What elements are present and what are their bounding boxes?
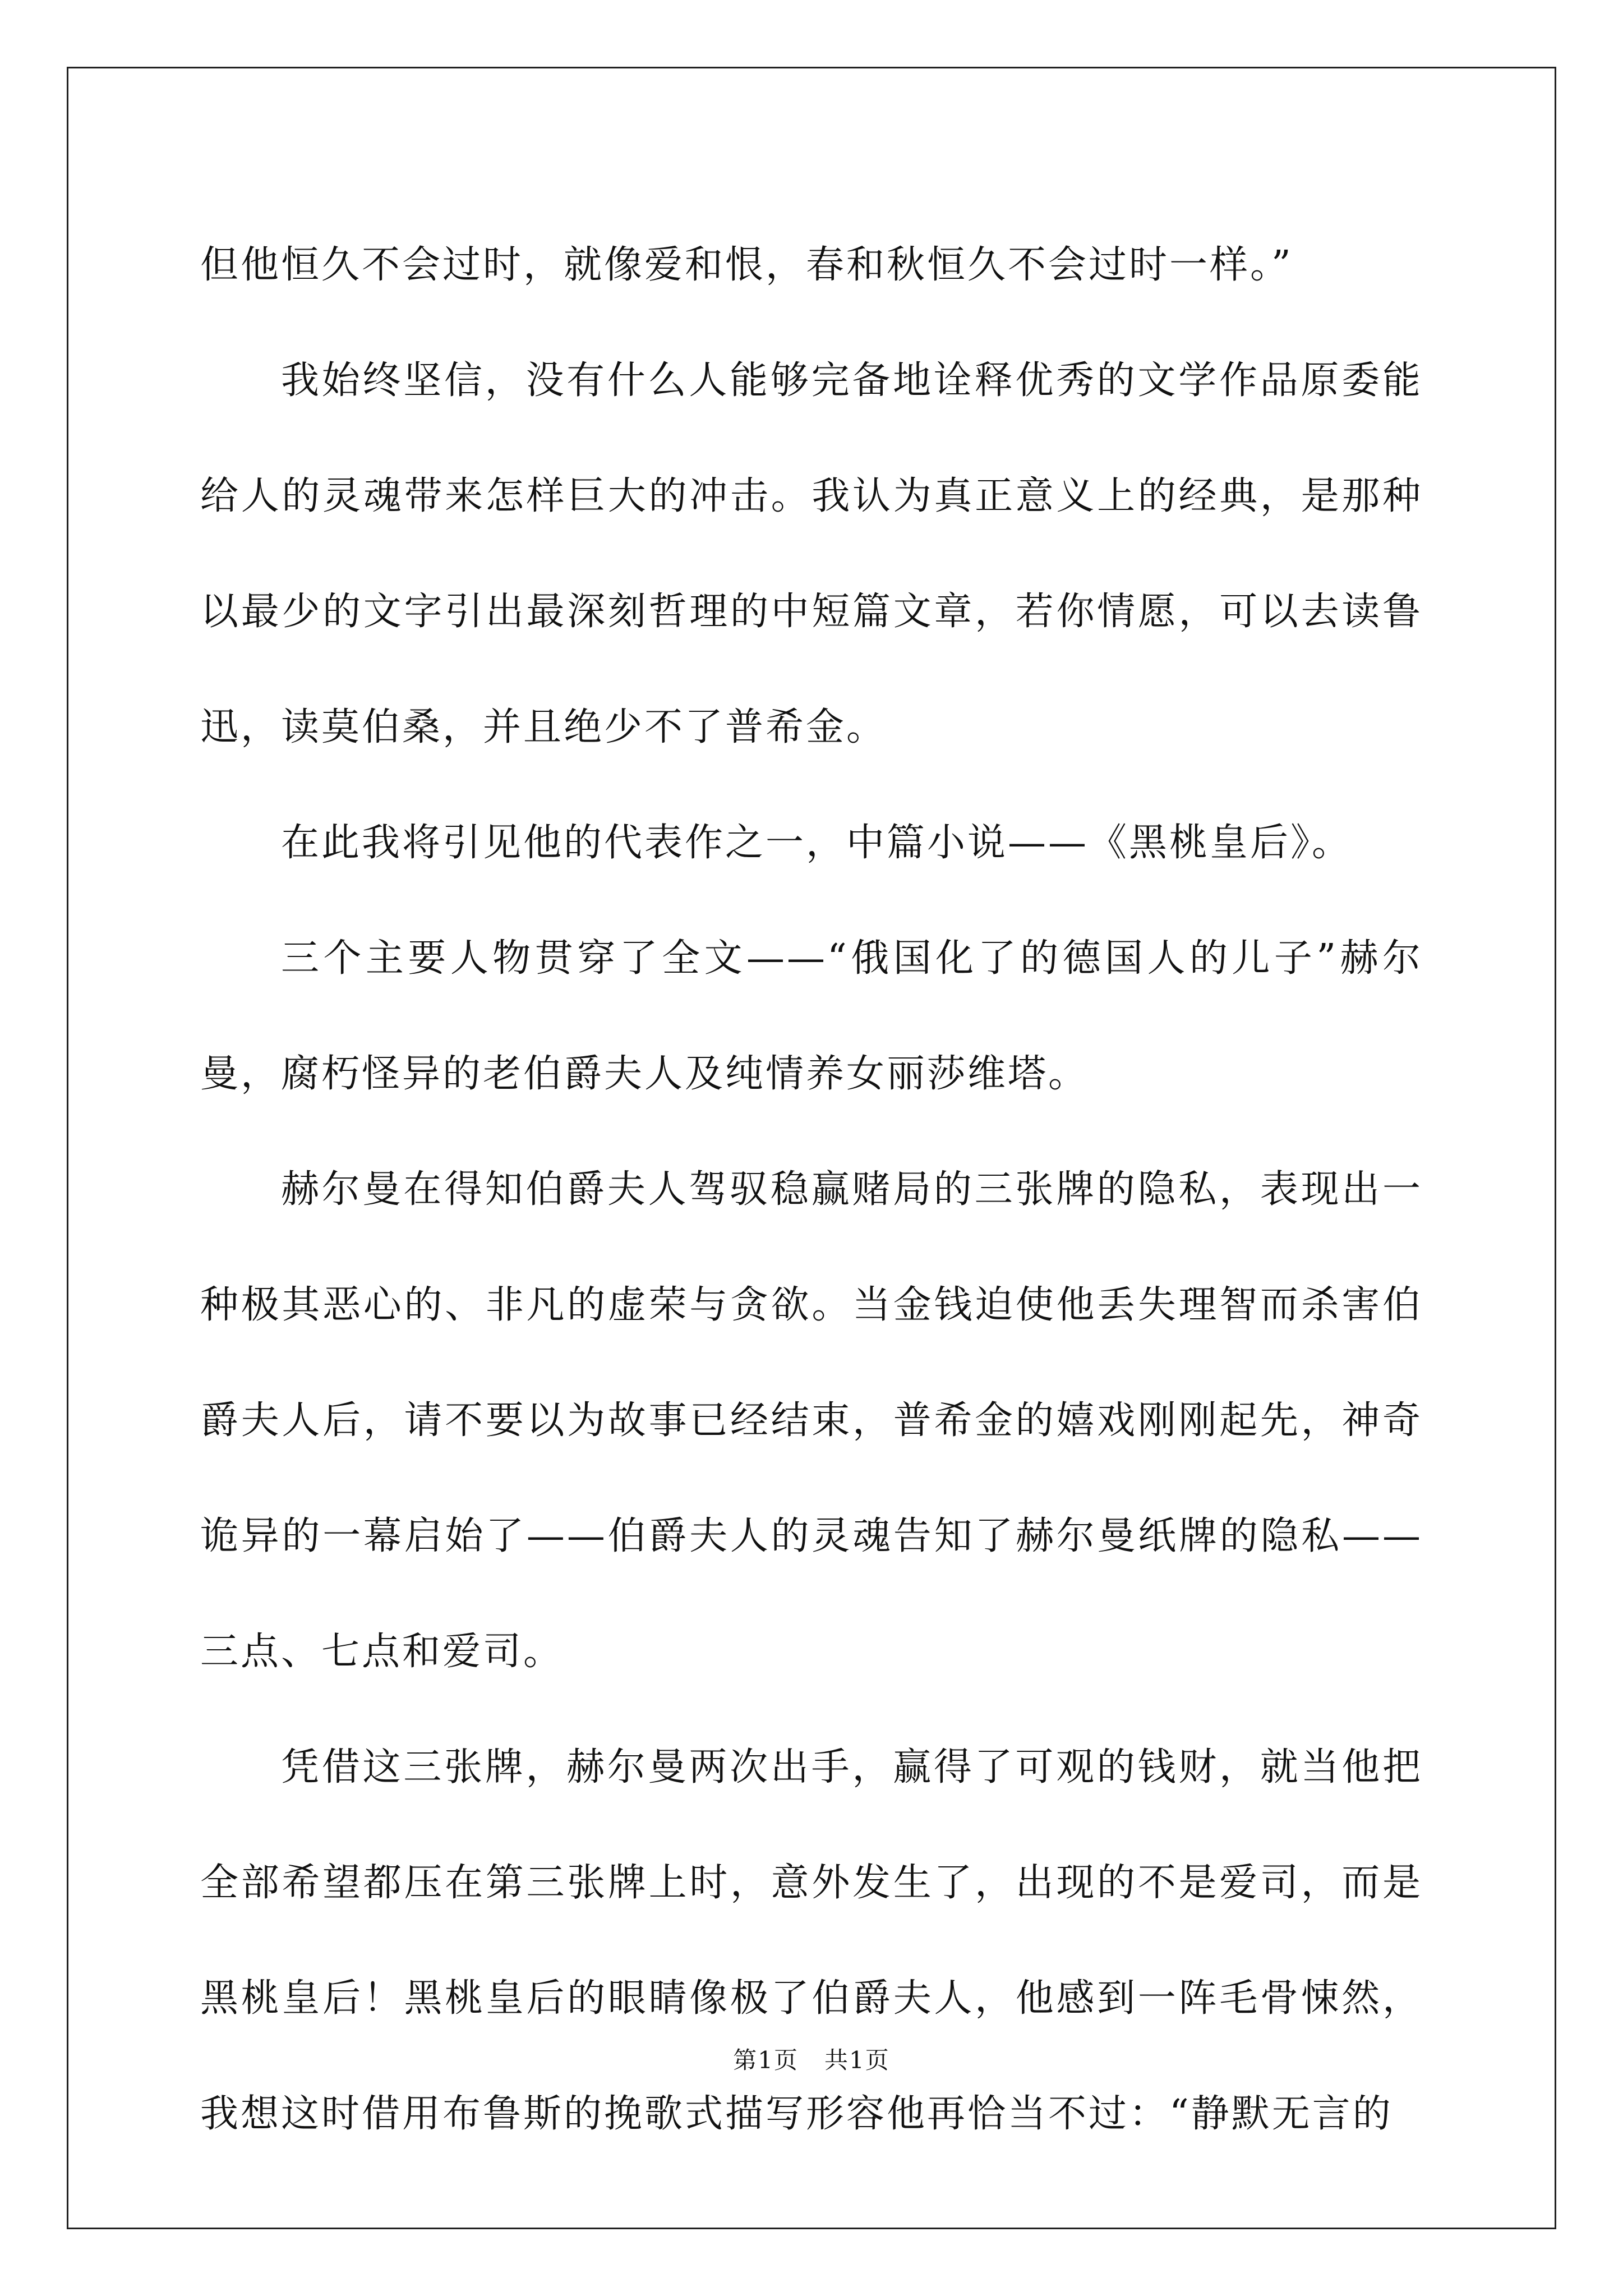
- paragraph-5: 赫尔曼在得知伯爵夫人驾驭稳赢赌局的三张牌的隐私，表现出一种极其恶心的、非凡的虚荣与贪欲。当金钱迫使他丢失理智而杀害伯爵夫人后，请不要以为故事已经结束，普希金的嬉戏刚刚起先，神奇诡异的一幕启始了——伯爵夫人的灵魂告知了赫尔曼纸牌的隐私——三点、七点和爱司。: [200, 1167, 1423, 1674]
- page-number-footer: 第1页 共1页: [733, 2046, 890, 2074]
- paragraph-2: 我始终坚信，没有什么人能够完备地诠释优秀的文学作品原委能给人的灵魂带来怎样巨大的冲击。我认为真正意义上的经典，是那种以最少的文字引出最深刻哲理的中短篇文章，若你情愿，可以去读鲁迅，读莫伯桑，并且绝少不了普希金。: [200, 358, 1423, 749]
- paragraph-3: 在此我将引见他的代表作之一，中篇小说——《黑桃皇后》。: [281, 821, 1353, 865]
- document-body: [200, 208, 1423, 2172]
- paragraph-1: 但他恒久不会过时，就像爱和恨，春和秋恒久不会过时一样。”: [200, 243, 1293, 287]
- paragraph-6: 凭借这三张牌，赫尔曼两次出手，赢得了可观的钱财，就当他把全部希望都压在第三张牌上时，意外发生了，出现的不是爱司，而是黑桃皇后！黑桃皇后的眼睛像极了伯爵夫人，他感到一阵毛骨悚然，我想这时借用布鲁斯的挽歌式描写形容他再恰当不过：“静默无言的: [200, 1745, 1423, 2136]
- paragraph-4: 三个主要人物贯穿了全文——“俄国化了的德国人的儿子”赫尔曼，腐朽怪异的老伯爵夫人及纯情养女丽莎维塔。: [200, 936, 1423, 1096]
